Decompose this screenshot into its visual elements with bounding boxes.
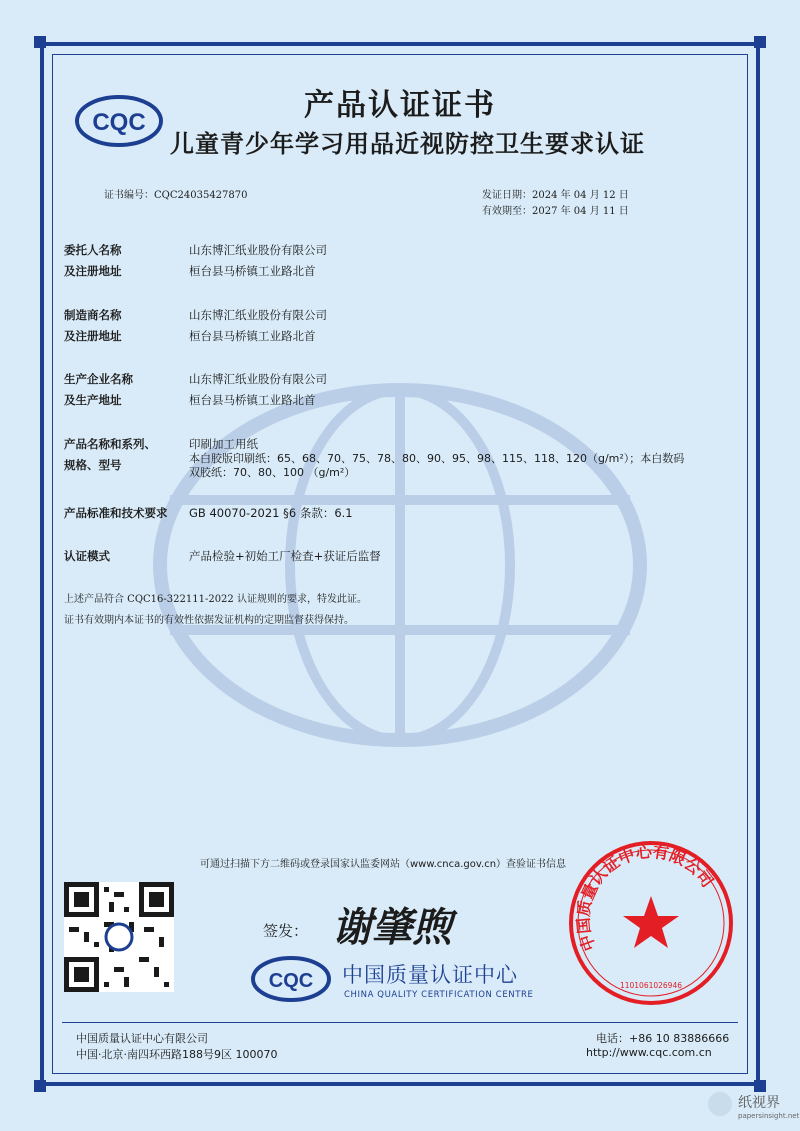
svg-text:CQC: CQC xyxy=(268,970,314,992)
qr-code[interactable] xyxy=(64,882,174,992)
client-address-label: 及注册地址 xyxy=(64,264,122,278)
cert-no-row xyxy=(104,186,248,201)
verify-text: 可通过扫描下方二维码或登录国家认监委网站（www.cnca.gov.cn）查验证书信息 xyxy=(200,859,567,870)
official-stamp xyxy=(566,838,736,1008)
corner-ornament xyxy=(754,1080,766,1092)
mode-value: 产品检验+初始工厂检查+获证后监督 xyxy=(189,549,381,563)
issue-date-value: 2024 年 04 月 12 日 xyxy=(532,190,629,201)
svg-text:1101061026946: 1101061026946 xyxy=(619,981,683,990)
client-name: 山东博汇纸业股份有限公司 xyxy=(189,243,327,257)
page-title: 产品认证证书 xyxy=(304,88,496,123)
site-watermark-url: papersinsight.net xyxy=(738,1112,800,1120)
corner-ornament xyxy=(34,1080,46,1092)
maker-address-label: 及注册地址 xyxy=(64,329,122,343)
client-label: 委托人名称 xyxy=(64,243,122,257)
footer-website[interactable]: http://www.cqc.com.cn xyxy=(586,1046,712,1059)
expiry-date-value: 2027 年 04 月 11 日 xyxy=(532,206,629,217)
product-spec-line-2: 双胶纸：70、80、100 （g/m²） xyxy=(189,466,356,479)
svg-text:中国质量认证中心有限公司: 中国质量认证中心有限公司 xyxy=(573,841,718,954)
signature: 谢肇煦 xyxy=(332,904,452,951)
corner-ornament xyxy=(754,36,766,48)
expiry-date-label: 有效期至： xyxy=(482,206,532,217)
site-watermark: 纸视界 xyxy=(738,1095,780,1111)
issue-date-row xyxy=(482,186,629,201)
page-subtitle: 儿童青少年学习用品近视防控卫生要求认证 xyxy=(170,130,645,158)
factory-address: 桓台县马桥镇工业路北首 xyxy=(189,393,316,407)
factory-label: 生产企业名称 xyxy=(64,372,133,386)
issue-date-label: 发证日期： xyxy=(482,190,532,201)
standard-label: 产品标准和技术要求 xyxy=(64,506,168,520)
maker-label: 制造商名称 xyxy=(64,308,122,322)
maker-name: 山东博汇纸业股份有限公司 xyxy=(189,308,327,322)
standard-value: GB 40070-2021 §6 条款：6.1 xyxy=(189,506,353,520)
product-spec-line-1: 本白胶版印刷纸：65、68、70、75、78、80、90、95、98、115、118、120（g/m²）；本白数码 xyxy=(189,452,685,465)
expiry-date-row xyxy=(482,202,629,217)
maker-address: 桓台县马桥镇工业路北首 xyxy=(189,329,316,343)
footer-divider xyxy=(62,1022,738,1023)
client-address: 桓台县马桥镇工业路北首 xyxy=(189,264,316,278)
mode-label: 认证模式 xyxy=(64,549,110,563)
factory-address-label: 及生产地址 xyxy=(64,393,122,407)
footer-address: 中国·北京·南四环西路188号9区 100070 xyxy=(76,1048,278,1061)
footer-company: 中国质量认证中心有限公司 xyxy=(76,1032,208,1045)
product-spec-label: 规格、型号 xyxy=(64,458,122,472)
factory-name: 山东博汇纸业股份有限公司 xyxy=(189,372,327,386)
site-logo-icon xyxy=(708,1092,732,1116)
org-name-cn: 中国质量认证中心 xyxy=(342,963,518,987)
product-name: 印刷加工用纸 xyxy=(189,437,258,451)
cqc-org-logo xyxy=(250,955,332,1003)
cert-no-value: CQC24035427870 xyxy=(154,190,248,201)
note-line-1: 上述产品符合 CQC16-322111-2022 认证规则的要求，特发此证。 xyxy=(64,594,367,605)
corner-ornament xyxy=(34,36,46,48)
sign-label: 签发： xyxy=(263,922,309,940)
cert-no-label: 证书编号： xyxy=(104,190,154,201)
product-label: 产品名称和系列、 xyxy=(64,437,156,451)
note-line-2: 证书有效期内本证书的有效性依据发证机构的定期监督获得保持。 xyxy=(64,615,354,626)
org-name-en: CHINA QUALITY CERTIFICATION CENTRE xyxy=(344,990,534,1000)
footer-phone: 电话：+86 10 83886666 xyxy=(596,1032,730,1045)
svg-text:CQC: CQC xyxy=(92,109,146,136)
